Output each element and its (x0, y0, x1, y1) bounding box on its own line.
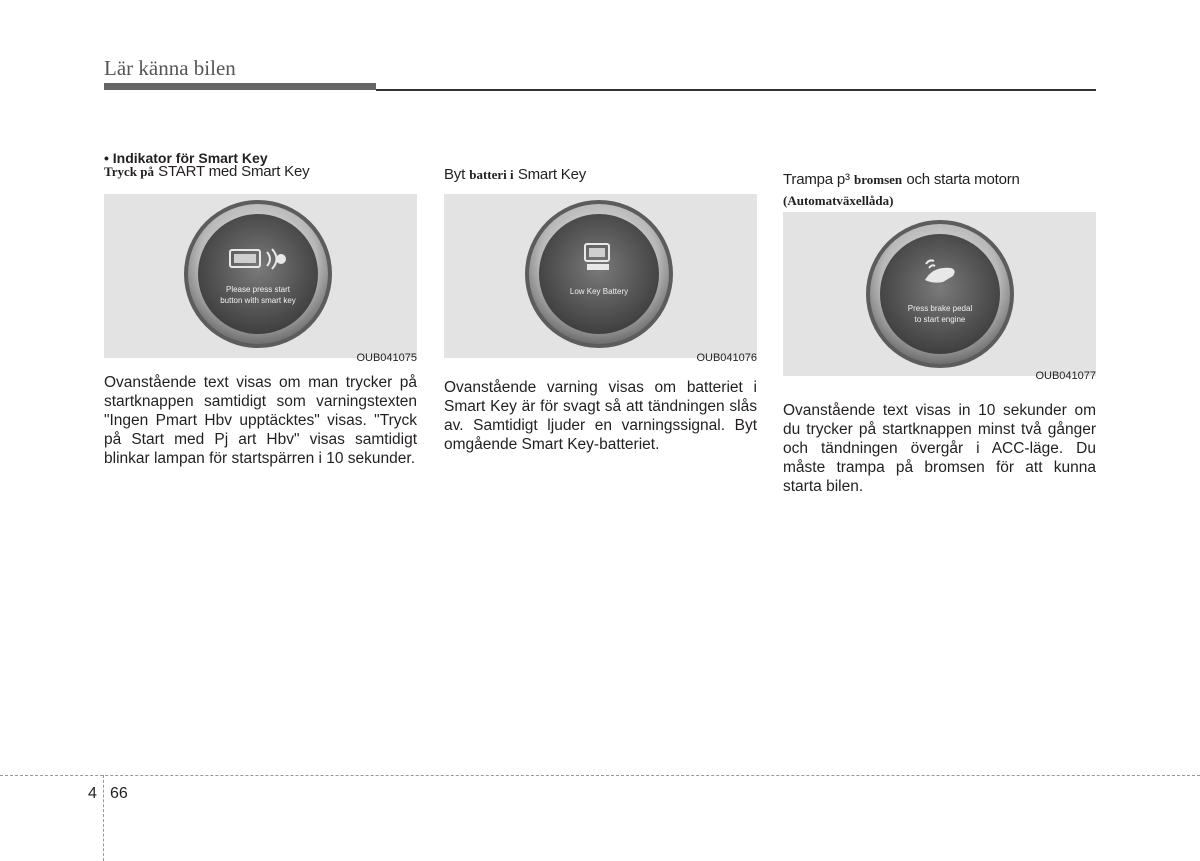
column-3-subheading (783, 171, 1020, 188)
subheading-part-sans: START med Smart Key (158, 163, 310, 180)
subheading-part-sans-2: Smart Key (517, 166, 587, 183)
start-button-illustration (783, 212, 1096, 376)
button-text-line-1: Press brake pedal (907, 304, 973, 313)
figure-code: OUB041076 (696, 352, 757, 364)
subheading-part-serif: Tryck på (104, 164, 154, 179)
page-header-title: Lär känna bilen (104, 56, 236, 80)
chapter-number: 4 (88, 785, 97, 802)
footer-dashed-divider (103, 775, 104, 861)
button-text-line-2: button with smart key (220, 296, 296, 305)
column-1-subheading (104, 163, 309, 180)
subheading-part-serif: batteri i (469, 167, 514, 182)
header-rule-thin (376, 89, 1096, 91)
figure-low-key-battery (444, 194, 757, 358)
subheading-part-sans-2: och starta motorn (906, 171, 1020, 188)
column-1-body-text: Ovanstående text visas om man trycker på startknappen samtidigt som varningstexten "Ingen Pmart Hbv upptäcktes" visas. "Tryck på Start med Pj art Hbv" visas samtidigt blinkar lampan för startspärren i 10 sekunder. (104, 374, 417, 467)
button-text-line-2: to start engine (914, 315, 966, 324)
column-3-body-text: Ovanstående text visas in 10 sekunder om du trycker på startknappen minst två gånger och tändningen övergår i ACC-läge. Du måste trampa på bromsen för att kunna starta bilen. (783, 402, 1096, 495)
figure-code: OUB041077 (1035, 370, 1096, 382)
start-button-illustration (104, 194, 417, 358)
figure-press-brake-pedal (783, 212, 1096, 376)
subheading-part-sans-1: Byt (444, 166, 466, 183)
page-number: 66 (110, 785, 128, 802)
figure-code: OUB041075 (356, 352, 417, 364)
start-button-illustration (444, 194, 757, 358)
column-3-subheading-qualifier: (Automatväxellåda) (783, 193, 894, 208)
column-2-subheading (444, 166, 586, 183)
figure-start-with-smart-key (104, 194, 417, 358)
header-rule-thick (104, 83, 376, 90)
button-text-line-1: Please press start (225, 285, 291, 294)
section-bullet-heading: • Indikator för Smart Key (104, 150, 268, 166)
footer-dashed-rule (0, 775, 1200, 776)
button-text-line-1: Low Key Battery (569, 287, 629, 296)
subheading-part-sans-1: Trampa p³ (783, 171, 850, 188)
subheading-part-serif: bromsen (854, 172, 903, 187)
column-2-body-text: Ovanstående varning visas om batteriet i Smart Key är för svagt så att tändningen slås av. Samtidigt ljuder en varningssignal. Byt omgående Smart Key-batteriet. (444, 379, 757, 453)
